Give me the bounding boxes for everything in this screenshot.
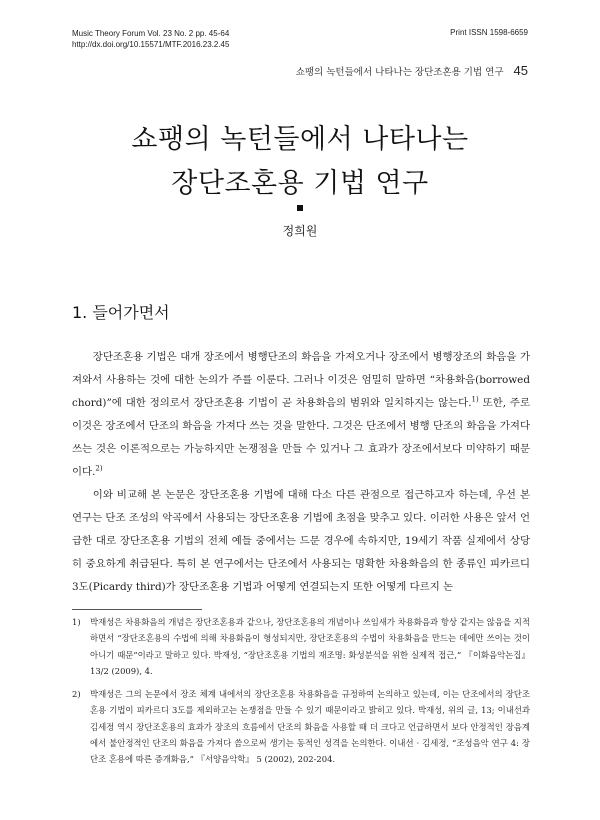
footnote-number: 2) <box>72 689 81 700</box>
author-name: 정희원 <box>282 224 318 238</box>
footnote <box>72 614 530 679</box>
footnote-number: 1) <box>72 617 81 627</box>
footnote-ref[interactable]: 1) <box>471 395 479 404</box>
footnote-ref[interactable]: 2) <box>95 464 103 473</box>
journal-citation <box>72 28 229 50</box>
body-text <box>72 346 530 599</box>
title-line-1: 쇼팽의 녹턴들에서 나타나는 <box>131 124 469 155</box>
issn: Print ISSN 1598-6659 <box>450 28 528 37</box>
article-title <box>0 118 600 206</box>
footnote-text: 박재성은 그의 논문에서 장조 체계 내에서의 장단조혼용 차용화음을 규정하여 논의하고 있는데, 이는 단조에서의 장단조혼용 기법이 피카르디 3도를 제외하고는 논쟁점을 만들 수 있기 때문이라고 밝히고 있다. 박재성, 위의 글, 13; 이내선과 김세정 역시 장단조혼용의 효과가 장조의 흐름에서 단조의 화음을 사용할 때 더 크다고 언급하면서 보다 안정적인 장음계에서 불안정적인 단조의 화음을 가져다 씀으로써 생기는 동적인 성격을 논의한다. 이내선 · 김세정, “조성음악 연구 4: 장단조 혼용에 따른 증개화음,” 『서양음악학』 5 (2002), 202-204. <box>90 689 530 765</box>
running-header <box>296 63 528 78</box>
paragraph-text: 장단조혼용 기법은 대개 장조에서 병행단조의 화음을 가져오거나 장조에서 병행장조의 화음을 가져와서 사용하는 것에 대한 논의가 주를 이룬다. 그러나 이것은 엄밀히 말하면 “차용화음(borrowed chord)”에 대한 정의로서 장단조혼용 기법이 곧 차용화음의 범위와 일치하지는 않는다. <box>72 351 530 409</box>
title-line-2: 장단조혼용 기법 연구 <box>171 168 429 199</box>
footnotes <box>72 614 530 775</box>
paragraph <box>72 346 530 484</box>
paragraph: 이와 비교해 본 논문은 장단조혼용 기법에 대해 다소 다른 관점으로 접근하고자 하는데, 우선 본 연구는 단조 조성의 악곡에서 사용되는 장단조혼용 기법에 초점을 맞추고 있다. 이러한 사용은 앞서 언급한 대로 장단조혼용 기법의 전체 예들 중에서는 드문 경우에 속하지만, 19세기 작품 실제에서 상당히 중요하게 취급된다. 특히 본 연구에서는 단조에서 사용되는 명확한 차용화음의 한 종류인 피카르디 3도(Picardy third)가 장단조혼용 기법과 어떻게 연결되는지 또한 어떻게 다르지 논 <box>72 489 530 593</box>
page-number: 45 <box>513 63 528 78</box>
footnote-text: 박재성은 차용화음의 개념은 장단조혼용과 같으나, 장단조혼용의 개념이나 쓰임새가 차용화음과 항상 같지는 않음을 지적하면서 “장단조혼용의 수법에 의해 차용화음이 형성되지만, 장단조혼용의 수법이 차용화음을 만드는 데에만 쓰이는 것이 아니기 때문”이라고 말하고 있다. 박재성, “장단조혼용 기법의 재조명: 화성분석을 위한 실제적 접근,” 『이화음악논집』 13/2 (2009), 4. <box>90 617 530 676</box>
running-title: 쇼팽의 녹턴들에서 나타나는 장단조혼용 기법 연구 <box>295 67 504 78</box>
paragraph-text: 또한, 주로 이것은 장조에서 단조의 화음을 가져다 쓰는 것을 말한다. 그것은 단조에서 병행 단조의 화음을 가져다 쓰는 것은 이론적으로는 가능하지만 논쟁점을 만들 수 있거나 그 효과가 장조에서보다 미약하기 때문이다. <box>72 397 530 478</box>
journal-line: Music Theory Forum Vol. 23 No. 2 pp. 45-64 <box>72 29 230 38</box>
section-heading: 1. 들어가면서 <box>72 303 170 322</box>
doi-link[interactable]: http://dx.doi.org/10.15571/MTF.2016.23.2.45 <box>72 40 230 49</box>
footnote <box>72 686 530 767</box>
footnote-divider <box>72 609 202 610</box>
title-separator-mark <box>297 205 303 211</box>
